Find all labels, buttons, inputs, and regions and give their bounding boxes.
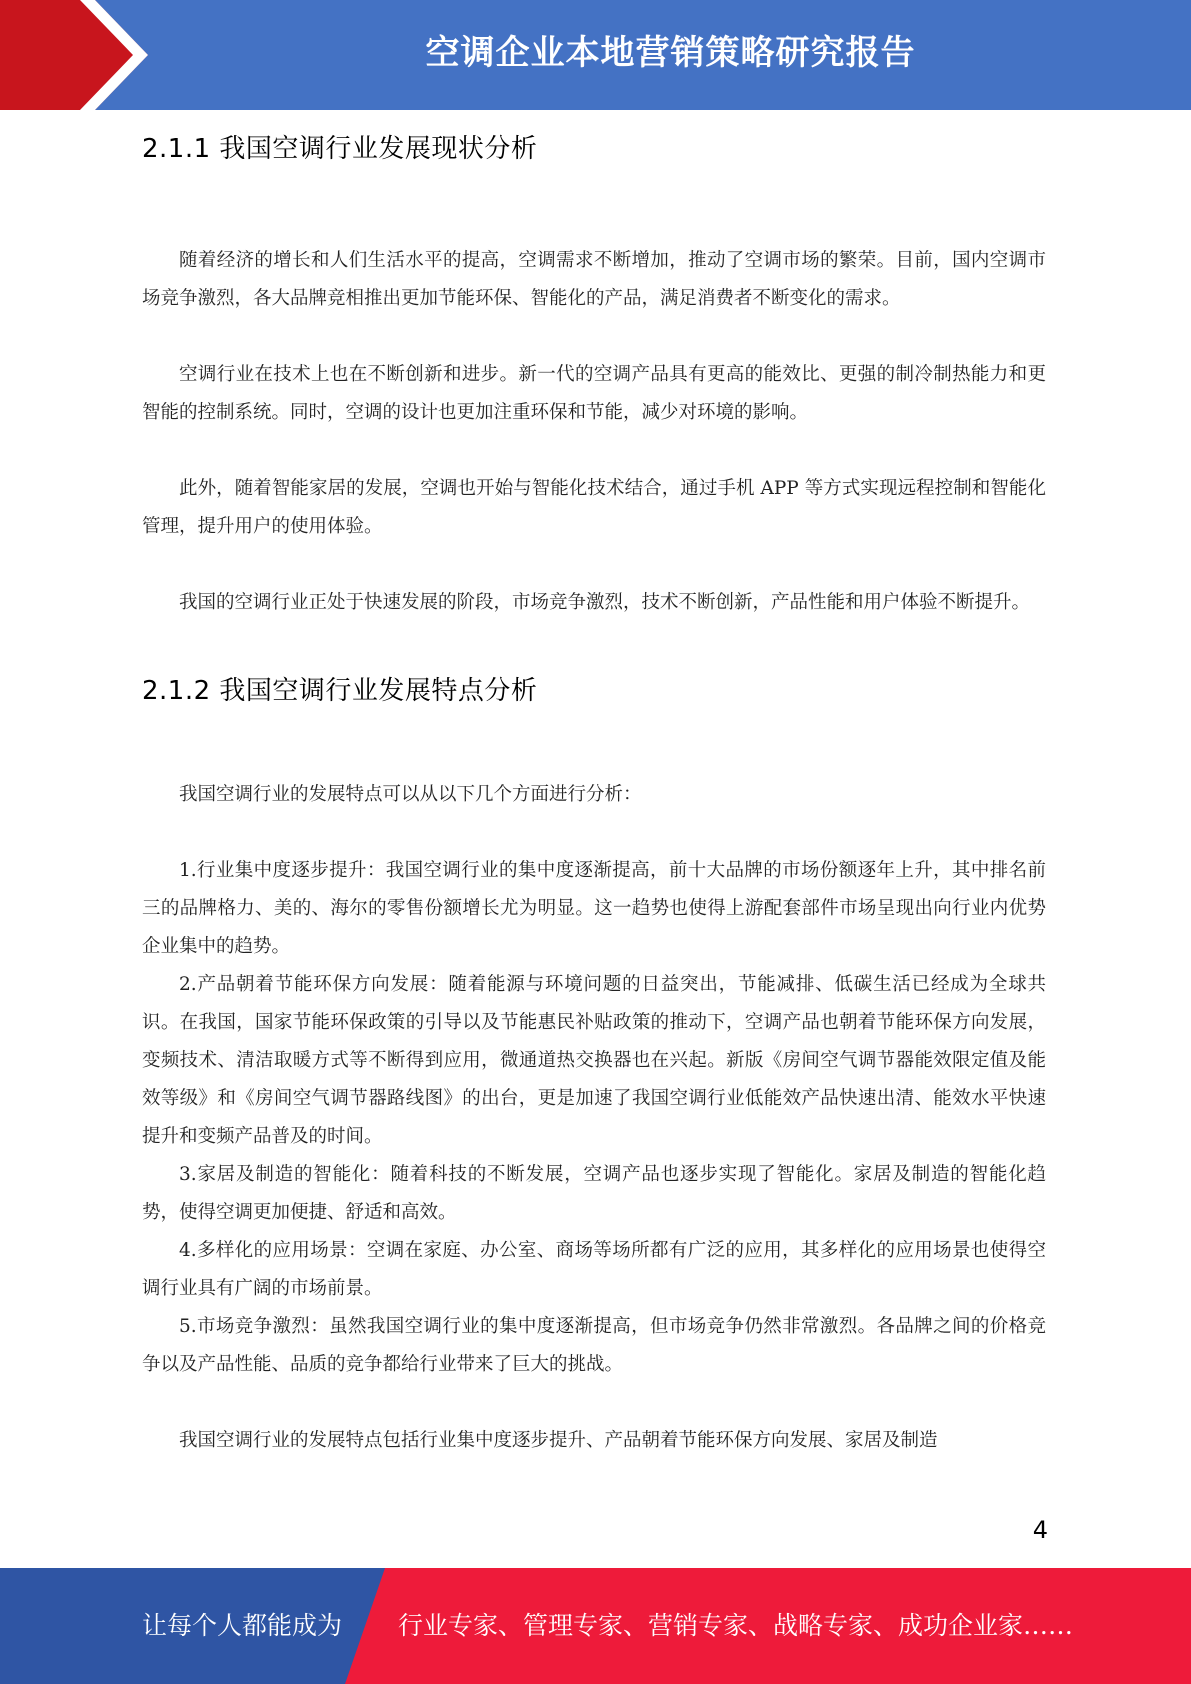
list-item: 2.产品朝着节能环保方向发展：随着能源与环境问题的日益突出，节能减排、低碳生活已经成为全球共识。在我国，国家节能环保政策的引导以及节能惠民补贴政策的推动下，空调产品也朝着节能环保方向发展，变频技术、清洁取暖方式等不断得到应用，微通道热交换器也在兴起。新版《房间空气调节器能效限定值及能效等级》和《房间空气调节器路线图》的出台，更是加速了我国空调行业低能效产品快速出清、能效水平快速提升和变频产品普及的时间。: [142, 974, 1046, 1147]
page-header: [0, 0, 1191, 110]
paragraph-intro: 我国空调行业的发展特点可以从以下几个方面进行分析：: [179, 784, 642, 805]
list-item: 3.家居及制造的智能化：随着科技的不断发展，空调产品也逐步实现了智能化。家居及制造的智能化趋势，使得空调更加便捷、舒适和高效。: [142, 1164, 1046, 1223]
list-item: 5.市场竞争激烈：虽然我国空调行业的集中度逐渐提高，但市场竞争仍然非常激烈。各品牌之间的价格竞争以及产品性能、品质的竞争都给行业带来了巨大的挑战。: [142, 1316, 1046, 1375]
page-number: 4: [1032, 1516, 1048, 1544]
paragraph: 随着经济的增长和人们生活水平的提高，空调需求不断增加，推动了空调市场的繁荣。目前，国内空调市场竞争激烈，各大品牌竞相推出更加节能环保、智能化的产品，满足消费者不断变化的需求。: [142, 250, 1046, 309]
section-heading-2-1-2: 2.1.2 我国空调行业发展特点分析: [142, 676, 538, 706]
list-item: 1.行业集中度逐步提升：我国空调行业的集中度逐渐提高，前十大品牌的市场份额逐年上升，其中排名前三的品牌格力、美的、海尔的零售份额增长尤为明显。这一趋势也使得上游配套部件市场呈现出向行业内优势企业集中的趋势。: [142, 860, 1046, 957]
paragraph: 我国的空调行业正处于快速发展的阶段，市场竞争激烈，技术不断创新，产品性能和用户体验不断提升。: [179, 592, 1031, 613]
footer-slogan-right: 行业专家、管理专家、营销专家、战略专家、成功企业家……: [398, 1611, 1074, 1640]
document-body: [142, 128, 1046, 1460]
page-footer: [0, 1568, 1191, 1684]
list-item: 4.多样化的应用场景：空调在家庭、办公室、商场等场所都有广泛的应用，其多样化的应用场景也使得空调行业具有广阔的市场前景。: [142, 1240, 1046, 1299]
paragraph: 空调行业在技术上也在不断创新和进步。新一代的空调产品具有更高的能效比、更强的制冷制热能力和更智能的控制系统。同时，空调的设计也更加注重环保和节能，减少对环境的影响。: [142, 364, 1046, 423]
paragraph-closing: 我国空调行业的发展特点包括行业集中度逐步提升、产品朝着节能环保方向发展、家居及制造: [179, 1430, 938, 1451]
report-title: 空调企业本地营销策略研究报告: [425, 33, 916, 73]
paragraph: 此外，随着智能家居的发展，空调也开始与智能化技术结合，通过手机 APP 等方式实现远程控制和智能化管理，提升用户的使用体验。: [142, 478, 1046, 537]
footer-slogan-left: 让每个人都能成为: [142, 1611, 343, 1640]
section-heading-2-1-1: 2.1.1 我国空调行业发展现状分析: [142, 134, 538, 164]
